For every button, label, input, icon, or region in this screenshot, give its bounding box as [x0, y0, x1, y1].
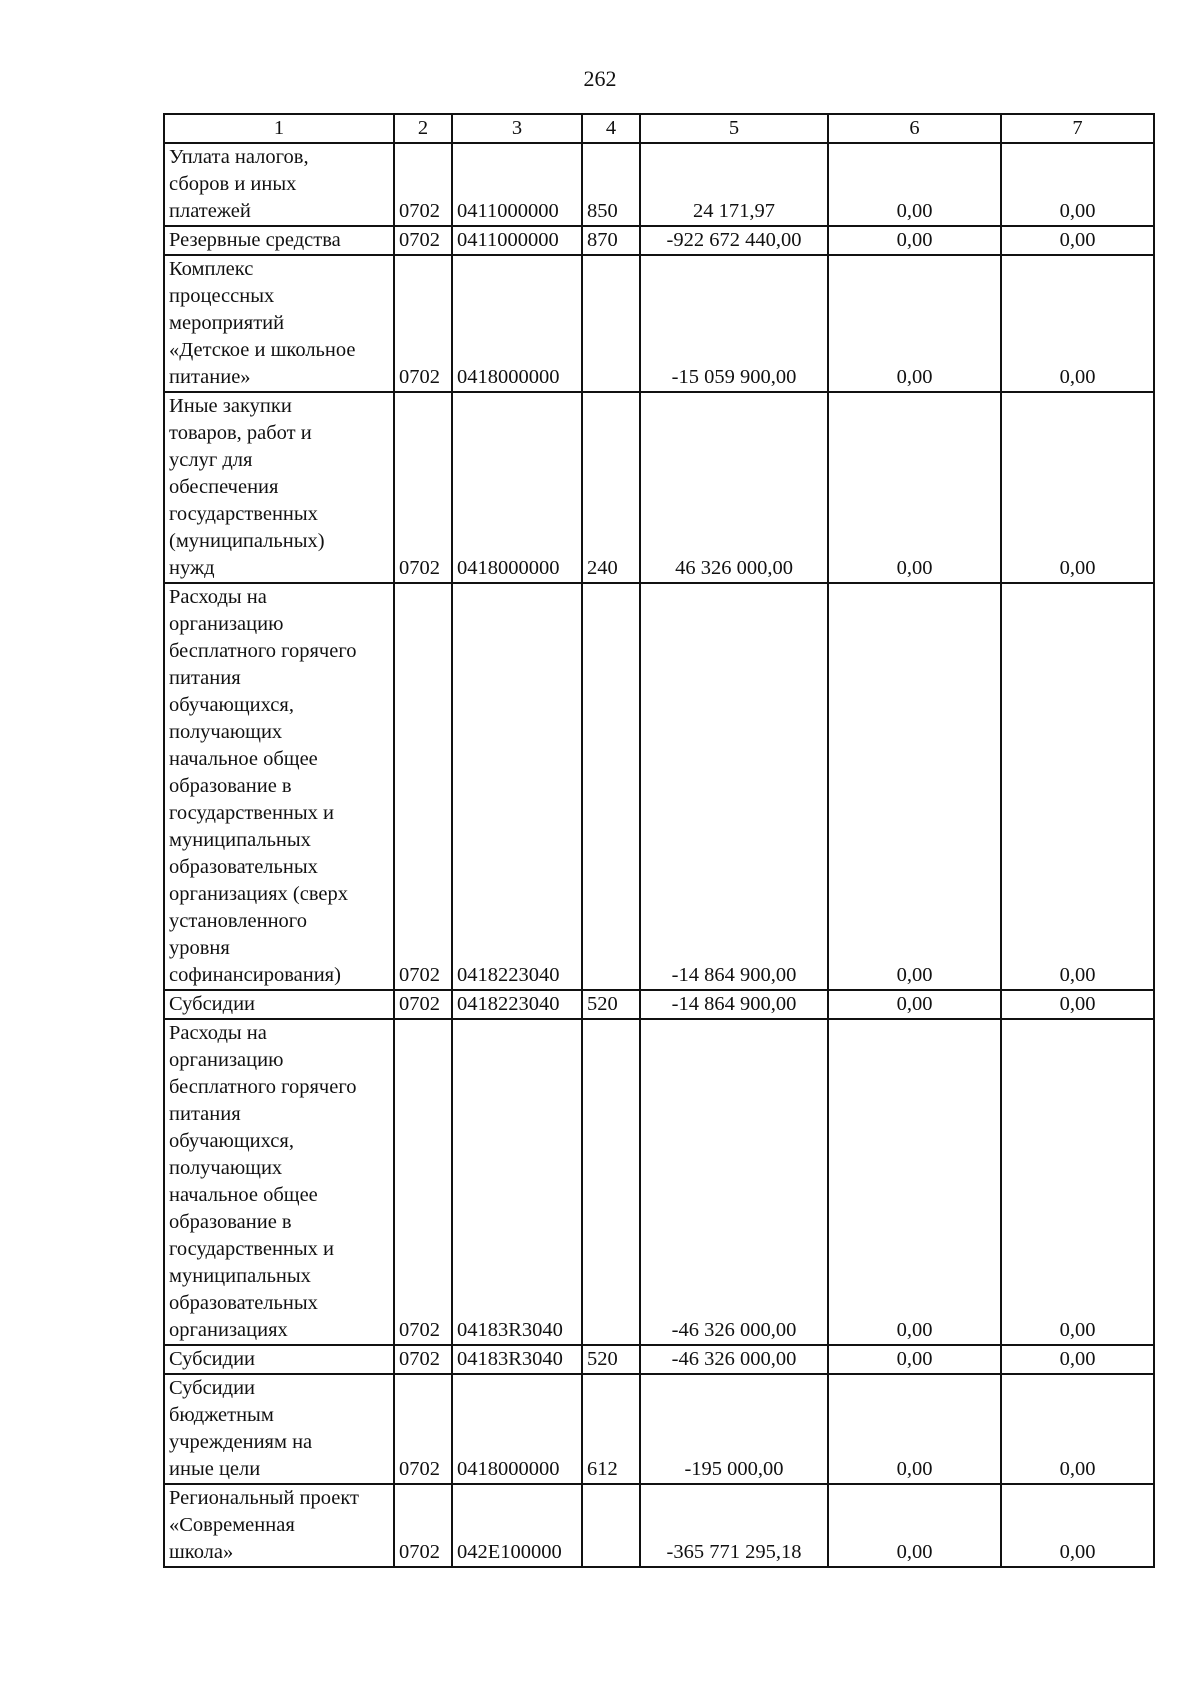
row-name: Уплата налогов, сборов и иных платежей	[164, 143, 394, 226]
row-value-5: -365 771 295,18	[640, 1484, 828, 1567]
row-type-code: 870	[582, 226, 640, 255]
row-type-code	[582, 1484, 640, 1567]
column-header-4: 4	[582, 114, 640, 143]
row-type-code: 850	[582, 143, 640, 226]
row-type-code: 240	[582, 392, 640, 583]
row-name: Резервные средства	[164, 226, 394, 255]
row-section-code: 0702	[394, 392, 452, 583]
row-section-code: 0702	[394, 143, 452, 226]
row-value-5: -15 059 900,00	[640, 255, 828, 392]
column-header-7: 7	[1001, 114, 1154, 143]
row-target-code: 0418223040	[452, 990, 582, 1019]
row-value-6: 0,00	[828, 226, 1001, 255]
row-value-5: -14 864 900,00	[640, 583, 828, 990]
column-header-6: 6	[828, 114, 1001, 143]
row-type-code	[582, 255, 640, 392]
column-header-1: 1	[164, 114, 394, 143]
row-target-code: 0418000000	[452, 255, 582, 392]
row-target-code: 04183R3040	[452, 1019, 582, 1345]
row-section-code: 0702	[394, 583, 452, 990]
row-value-7: 0,00	[1001, 1345, 1154, 1374]
table-row	[164, 392, 1154, 583]
row-section-code: 0702	[394, 255, 452, 392]
table-row	[164, 1374, 1154, 1484]
row-value-5: -195 000,00	[640, 1374, 828, 1484]
row-target-code: 042E100000	[452, 1484, 582, 1567]
table-row	[164, 1484, 1154, 1567]
row-value-7: 0,00	[1001, 226, 1154, 255]
row-value-5: -46 326 000,00	[640, 1345, 828, 1374]
row-type-code: 612	[582, 1374, 640, 1484]
row-type-code: 520	[582, 990, 640, 1019]
row-value-7: 0,00	[1001, 1374, 1154, 1484]
row-value-5: -46 326 000,00	[640, 1019, 828, 1345]
table-row	[164, 583, 1154, 990]
row-value-6: 0,00	[828, 1345, 1001, 1374]
row-target-code: 0418000000	[452, 392, 582, 583]
row-name: Расходы на организацию бесплатного горячего питания обучающихся, получающих начальное общее образование в государственных и муниципальных образовательных организациях (сверх установленного уровня софинансирования)	[164, 583, 394, 990]
table-row	[164, 255, 1154, 392]
column-header-2: 2	[394, 114, 452, 143]
header-row	[164, 114, 1154, 143]
table-row	[164, 1019, 1154, 1345]
page-number: 262	[583, 66, 617, 91]
row-value-6: 0,00	[828, 255, 1001, 392]
row-name: Комплекс процессных мероприятий «Детское и школьное питание»	[164, 255, 394, 392]
row-name: Субсидии бюджетным учреждениям на иные цели	[164, 1374, 394, 1484]
row-section-code: 0702	[394, 990, 452, 1019]
row-target-code: 04183R3040	[452, 1345, 582, 1374]
row-value-6: 0,00	[828, 1484, 1001, 1567]
row-value-6: 0,00	[828, 1019, 1001, 1345]
row-type-code	[582, 1019, 640, 1345]
row-name: Субсидии	[164, 1345, 394, 1374]
row-value-7: 0,00	[1001, 990, 1154, 1019]
row-value-6: 0,00	[828, 990, 1001, 1019]
row-value-6: 0,00	[828, 392, 1001, 583]
row-value-5: 46 326 000,00	[640, 392, 828, 583]
row-name: Региональный проект «Современная школа»	[164, 1484, 394, 1567]
row-section-code: 0702	[394, 226, 452, 255]
row-type-code: 520	[582, 1345, 640, 1374]
row-name: Расходы на организацию бесплатного горячего питания обучающихся, получающих начальное общее образование в государственных и муниципальных образовательных организациях	[164, 1019, 394, 1345]
table-row	[164, 1345, 1154, 1374]
row-section-code: 0702	[394, 1019, 452, 1345]
budget-table	[163, 113, 1155, 1568]
row-value-7: 0,00	[1001, 1019, 1154, 1345]
row-name: Иные закупки товаров, работ и услуг для обеспечения государственных (муниципальных) нужд	[164, 392, 394, 583]
row-value-6: 0,00	[828, 143, 1001, 226]
row-value-7: 0,00	[1001, 255, 1154, 392]
row-value-6: 0,00	[828, 583, 1001, 990]
row-type-code	[582, 583, 640, 990]
row-target-code: 0418000000	[452, 1374, 582, 1484]
row-value-7: 0,00	[1001, 143, 1154, 226]
column-header-3: 3	[452, 114, 582, 143]
row-target-code: 0411000000	[452, 143, 582, 226]
row-value-7: 0,00	[1001, 583, 1154, 990]
row-section-code: 0702	[394, 1345, 452, 1374]
table-row	[164, 143, 1154, 226]
row-target-code: 0411000000	[452, 226, 582, 255]
table-row	[164, 990, 1154, 1019]
row-value-7: 0,00	[1001, 1484, 1154, 1567]
row-section-code: 0702	[394, 1374, 452, 1484]
row-target-code: 0418223040	[452, 583, 582, 990]
row-value-7: 0,00	[1001, 392, 1154, 583]
table-row	[164, 226, 1154, 255]
row-value-5: 24 171,97	[640, 143, 828, 226]
row-section-code: 0702	[394, 1484, 452, 1567]
row-value-5: -922 672 440,00	[640, 226, 828, 255]
row-value-5: -14 864 900,00	[640, 990, 828, 1019]
row-value-6: 0,00	[828, 1374, 1001, 1484]
row-name: Субсидии	[164, 990, 394, 1019]
column-header-5: 5	[640, 114, 828, 143]
